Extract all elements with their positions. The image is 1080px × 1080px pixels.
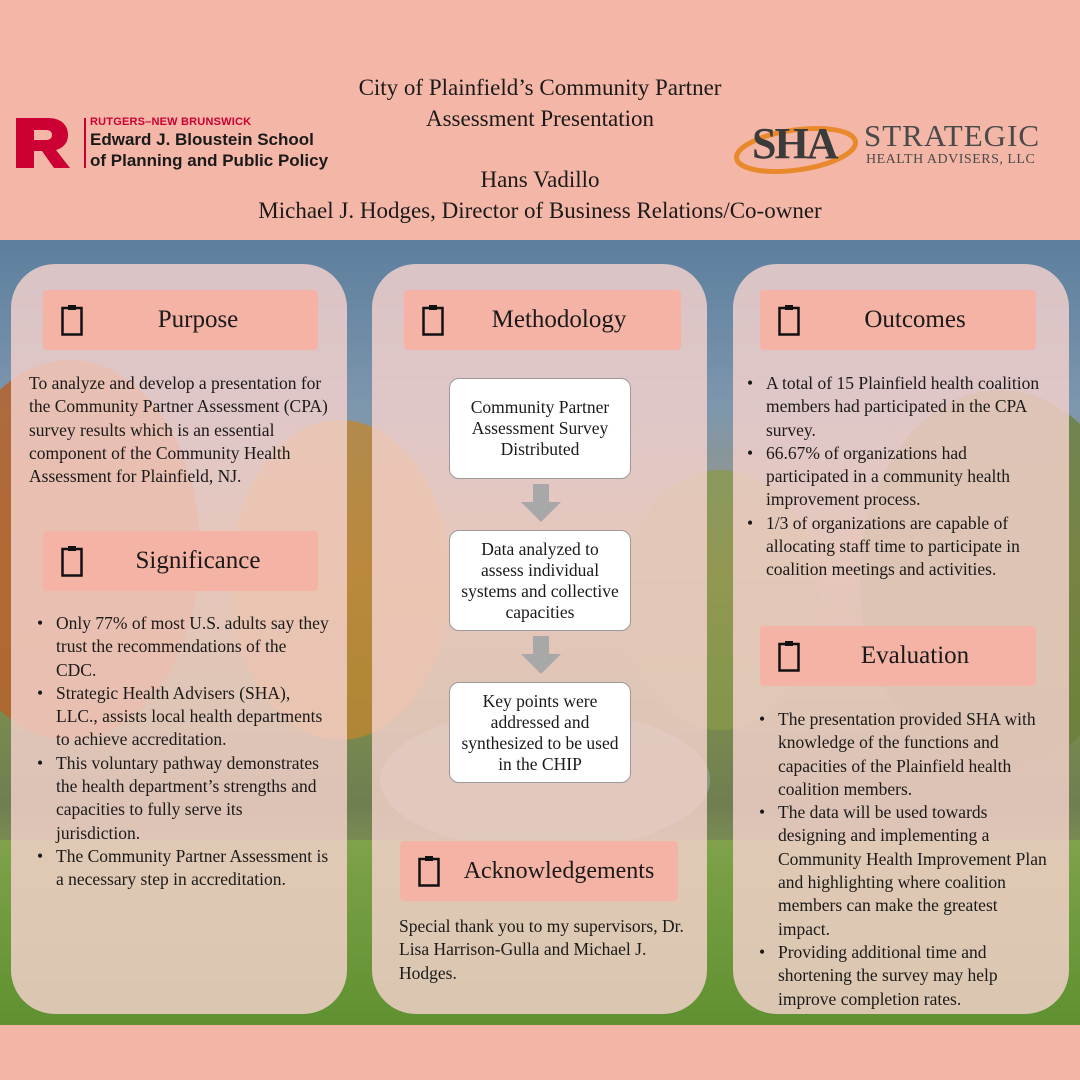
method-step-1: Community Partner Assessment Survey Distributed [449,378,631,479]
clipboard-icon [422,304,444,336]
footer-band [0,1025,1080,1080]
list-item: • This voluntary pathway demonstrates the health department’s strengths and capacities to fully serve its jurisdiction. [29,752,329,845]
sha-name: STRATEGIC [864,118,1041,153]
clipboard-icon [778,304,800,336]
list-item: • 66.67% of organizations had participated in a community health improvement process. [739,442,1049,512]
methodology-heading [404,290,681,350]
supervisor-name: Michael J. Hodges, Director of Business Relations/Co-owner [258,198,822,223]
sha-logo [734,112,1064,178]
rutgers-campus: RUTGERS–NEW BRUNSWICK [90,116,252,128]
list-item: • The presentation provided SHA with knowledge of the functions and capacities of the Plainfield health coalition members. [751,708,1051,801]
clipboard-icon [61,545,83,577]
significance-list [29,612,329,892]
evaluation-heading [760,626,1036,686]
down-arrow-icon [521,484,561,522]
poster-header [0,0,1080,240]
title-line-2: Assessment Presentation [425,106,655,131]
rutgers-school [90,129,350,171]
method-step-2: Data analyzed to assess individual systems and collective capacities [449,530,631,631]
rutgers-logo [14,114,334,174]
significance-title: Significance [135,547,261,574]
purpose-text: To analyze and develop a presentation for the Community Partner Assessment (CPA) survey results which is an essential component of the Community Health Assessment for Plainfield, NJ. [29,373,328,487]
clipboard-icon [418,855,440,887]
list-item: • Providing additional time and shortening the survey may help improve completion rates. [751,941,1051,1011]
significance-heading [43,531,318,591]
sha-mark: SHA [752,119,837,168]
purpose-heading [43,290,318,350]
acknowledgements-title: Acknowledgements [463,858,655,884]
list-item: • Only 77% of most U.S. adults say they trust the recommendations of the CDC. [29,612,329,682]
purpose-title: Purpose [157,306,239,333]
list-item: • 1/3 of organizations are capable of allocating staff time to participate in coalition meetings and activities. [739,512,1049,582]
outcomes-title: Outcomes [864,306,966,333]
school-line-1: Edward J. Bloustein School [90,130,314,149]
list-item: • The Community Partner Assessment is a necessary step in accreditation. [29,845,329,892]
list-item: • A total of 15 Plainfield health coalition members had participated in the CPA survey. [739,372,1049,442]
acknowledgements-text: Special thank you to my supervisors, Dr. Lisa Harrison-Gulla and Michael J. Hodges. [399,916,684,983]
school-line-2: of Planning and Public Policy [90,151,329,170]
method-step-3: Key points were addressed and synthesized to be used in the CHIP [449,682,631,783]
acknowledgements-heading [400,841,678,901]
methodology-title: Methodology [491,306,627,333]
outcomes-heading [760,290,1036,350]
clipboard-icon [778,640,800,672]
author-name: Hans Vadillo [480,167,600,192]
down-arrow-icon [521,636,561,674]
sha-subtitle: HEALTH ADVISERS, LLC [866,152,1036,167]
list-item: • Strategic Health Advisers (SHA), LLC., assists local health departments to achieve accreditation. [29,682,329,752]
rutgers-divider [84,118,86,168]
clipboard-icon [61,304,83,336]
outcomes-list [739,372,1049,582]
evaluation-title: Evaluation [860,642,970,669]
list-item: • The data will be used towards designing and implementing a Community Health Improvement Plan and highlighting where coalition members can make the greatest impact. [751,801,1051,941]
evaluation-list [751,708,1051,1011]
rutgers-r-icon [14,116,72,170]
title-line-1: City of Plainfield’s Community Partner [358,75,722,100]
